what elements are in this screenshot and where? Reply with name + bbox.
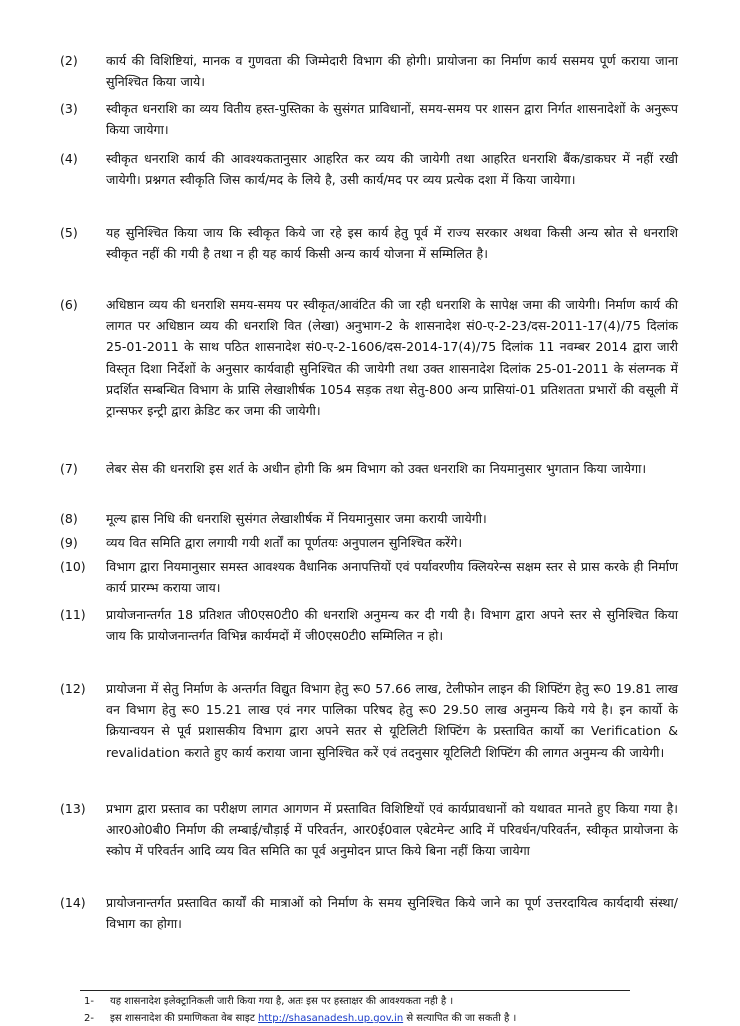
list-item	[60, 50, 678, 92]
item-number: (7)	[60, 461, 78, 476]
item-number: (8)	[60, 511, 78, 526]
item-text: विभाग द्वारा नियमानुसार समस्त आवश्यक वैधानिक अनापत्तियों एवं पर्यावरणीय क्लियरेन्स सक्षम स्तर से प्रास करके ही निर्माण कार्य प्रारम्भ कराया जाय।	[106, 559, 678, 596]
list-item	[60, 678, 678, 763]
item-number: (4)	[60, 151, 78, 166]
item-number: (3)	[60, 101, 78, 116]
footnote-text-end: से सत्यापित की जा सकती है ।	[406, 1013, 517, 1024]
item-text: लेबर सेस की धनराशि इस शर्त के अधीन होगी कि श्रम विभाग को उक्त धनराशि का नियमानुसार भुगतान किया जायेगा।	[106, 461, 647, 476]
footnote-number: 1-	[84, 996, 94, 1007]
verification-link[interactable]: http://shasanadesh.up.gov.in	[258, 1013, 404, 1024]
footnote-divider	[80, 990, 630, 991]
list-item	[60, 604, 678, 646]
list-item	[60, 222, 678, 264]
item-text: प्रायोजनान्तर्गत 18 प्रतिशत जी0एस0टी0 की धनराशि अनुमन्य कर दी गयी है। विभाग द्वारा अपने स्तर से सुनिश्चित किया जाय कि प्रायोजनान्तर्गत विभिन्न कार्यमदों में जी0एस0टी0 सम्मिलित न हो।	[106, 607, 678, 644]
item-number: (9)	[60, 535, 78, 550]
item-number: (6)	[60, 297, 78, 312]
item-text: स्वीकृत धनराशि का व्यय वितीय हस्त-पुस्तिका के सुसंगत प्राविधानों, समय-समय पर शासन द्वारा निर्गत शासनादेशों के अनुरूप किया जायेगा।	[106, 101, 678, 138]
footnote-text: यह शासनादेश इलेक्ट्रानिकली जारी किया गया है, अतः इस पर हस्ताक्षर की आवश्यकता नही है ।	[110, 996, 454, 1007]
item-text: कार्य की विशिष्टियां, मानक व गुणवता की जिम्मेदारी विभाग की होगी। प्रायोजना का निर्माण कार्य ससमय पूर्ण कराया जाना सुनिश्चित किया जाये।	[106, 53, 678, 90]
list-item	[60, 556, 678, 598]
item-text: प्रभाग द्वारा प्रस्ताव का परीक्षण लागत आगणन में प्रस्तावित विशिष्टियों एवं कार्यप्रावधानों को यथावत मानते हुए किया गया है। आर0ओ0बी0 निर्माण की लम्बाई/चौड़ाई में परिवर्तन, आर0ई0वाल एबेटमेन्ट आदि में परिवर्धन/परिवर्तन, स्वीकृत प्रायोजना के स्कोप में परिवर्तन आदि व्यय वित समिति का पूर्व अनुमोदन प्राप्त किये बिना नहीं किया जायेगा	[106, 801, 678, 859]
item-number: (2)	[60, 53, 78, 68]
item-number: (14)	[60, 895, 86, 910]
footnote	[84, 995, 704, 1009]
footnote-number: 2-	[84, 1013, 94, 1024]
item-number: (5)	[60, 225, 78, 240]
item-number: (10)	[60, 559, 86, 574]
item-text: व्यय वित समिति द्वारा लगायी गयी शर्तों का पूर्णतयः अनुपालन सुनिश्चित करेंगे।	[106, 535, 463, 550]
list-item	[60, 458, 678, 479]
item-text: प्रायोजनान्तर्गत प्रस्तावित कार्यों की मात्राओं को निर्माण के समय सुनिश्चित किये जाने का पूर्ण उत्तरदायित्व कार्यदायी संस्था/ विभाग का होगा।	[106, 895, 678, 932]
item-number: (11)	[60, 607, 86, 622]
list-item	[60, 148, 678, 190]
list-item	[60, 294, 678, 421]
list-item	[60, 532, 678, 553]
list-item	[60, 508, 678, 529]
item-text: अधिष्ठान व्यय की धनराशि समय-समय पर स्वीकृत/आवंटित की जा रही धनराशि के सापेक्ष जमा की जायेगी। निर्माण कार्य की लागत पर अधिष्ठान व्यय की धनराशि वित (लेखा) अनुभाग-2 के शासनादेश सं0-ए-2-23/दस-2011-17(4)/75 दिलांक 25-01-2011 के साथ पठित शासनादेश सं0-ए-2-1606/दस-2014-17(4)/75 दिलांक 11 नवम्बर 2014 द्वारा जारी विस्तृत दिशा निर्देशों के अनुसार कार्यवाही सुनिश्चित की जायेगी तथा उक्त शासनादेश दिलांक 25-01-2011 के संलग्नक में प्रदर्शित सम्बन्धित विभाग के प्रासि लेखाशीर्षक 1054 सड़क तथा सेतु-800 अन्य प्रासियां-01 प्रतिशतता प्रभारों की वसूली में ट्रान्सफर इन्ट्री द्वारा क्रेडिट कर जमा की जायेगी।	[106, 297, 678, 419]
footnote-text: इस शासनादेश की प्रमाणिकता वेब साइट	[110, 1013, 255, 1024]
item-text: प्रायोजना में सेतु निर्माण के अन्तर्गत विद्युत विभाग हेतु रू0 57.66 लाख, टेलीफोन लाइन की शिफ्टिंग हेतु रू0 19.81 लाख वन विभाग हेतु रू0 15.21 लाख एवं नगर पालिका परिषद हेतु रू0 29.50 लाख अनुमन्य किये गये है। इन कार्यो के क्रियान्वयन से पूर्व प्रशासकीय विभाग द्वारा अपने सतर से यूटिलिटी शिफ्टिंग के प्रस्तावित कार्यो का Verification & revalidation कराते हुए कार्य कराया जाना सुनिश्चित करें एवं तदनुसार यूटिलिटी शिफ्टिंग की लागत अनुमन्य की जायेगी।	[106, 681, 678, 760]
item-text: मूल्य ह्रास निधि की धनराशि सुसंगत लेखाशीर्षक में नियमानुसार जमा करायी जायेगी।	[106, 511, 487, 526]
list-item	[60, 892, 678, 934]
item-text: स्वीकृत धनराशि कार्य की आवश्यकतानुसार आहरित कर व्यय की जायेगी तथा आहरित धनराशि बैंक/डाकघर में नहीं रखी जायेगी। प्रश्नगत स्वीकृति जिस कार्य/मद के लिये है, उसी कार्य/मद पर व्यय प्रत्येक दशा में किया जायेगा।	[106, 151, 678, 188]
item-number: (13)	[60, 801, 86, 816]
list-item	[60, 98, 678, 140]
item-number: (12)	[60, 681, 86, 696]
list-item	[60, 798, 678, 862]
item-text: यह सुनिश्चित किया जाय कि स्वीकृत किये जा रहे इस कार्य हेतु पूर्व में राज्य सरकार अथवा किसी अन्य स्रोत से धनराशि स्वीकृत नहीं की गयी है तथा न ही यह कार्य किसी अन्य कार्य योजना में सम्मिलित है।	[106, 225, 678, 262]
